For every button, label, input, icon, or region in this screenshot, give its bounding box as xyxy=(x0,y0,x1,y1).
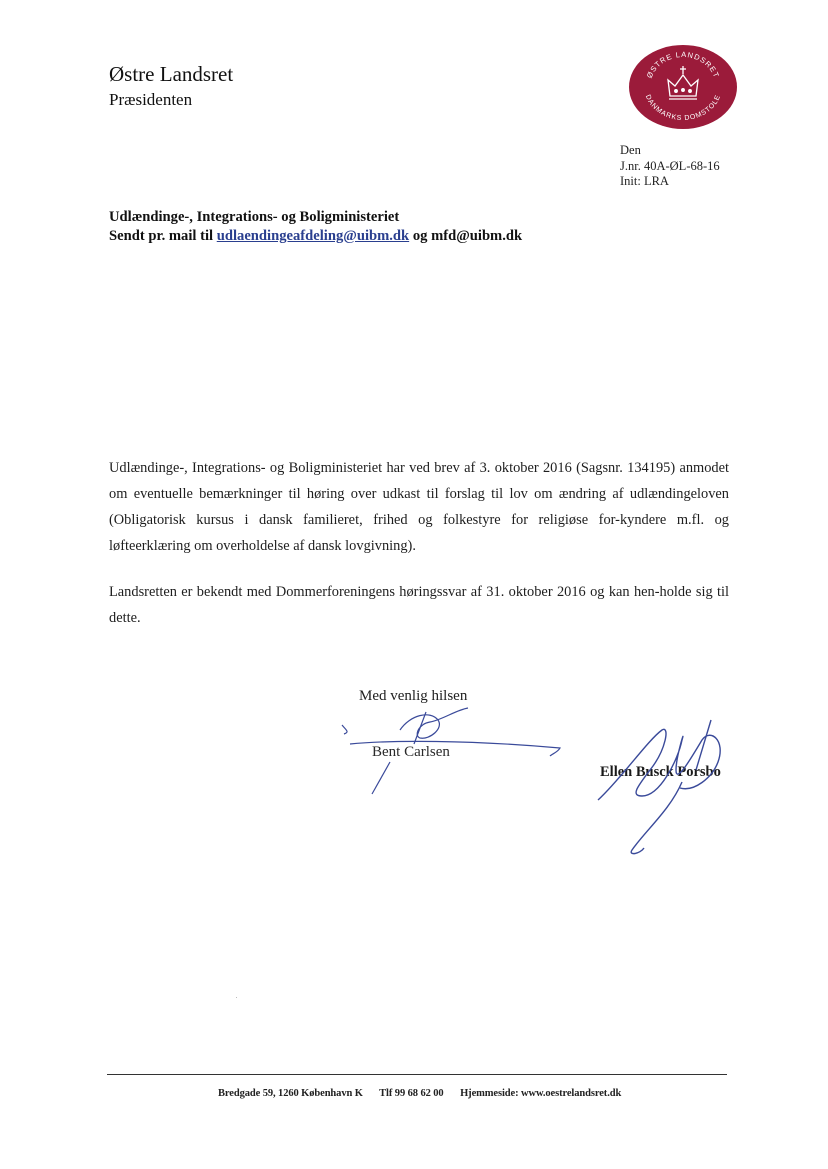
sent-joiner: og xyxy=(412,228,428,244)
second-email: mfd@uibm.dk xyxy=(431,228,523,244)
sent-line xyxy=(109,227,522,246)
footer-address: Bredgade 59, 1260 København K xyxy=(218,1088,363,1099)
sent-prefix: Sendt pr. mail til xyxy=(109,228,214,244)
svg-text:ØSTRE LANDSRET: ØSTRE LANDSRET xyxy=(644,49,722,80)
office-title: Præsidenten xyxy=(109,90,193,109)
date-label: Den xyxy=(620,143,641,157)
handwritten-signatures xyxy=(330,700,750,870)
body-paragraph: Landsretten er bekendt med Dommerforeningens høringssvar af 31. oktober 2016 og kan hen-holde sig til dette. xyxy=(109,584,729,626)
recipient-name: Udlændinge-, Integrations- og Boligministeriet xyxy=(109,209,400,225)
initials: Init: LRA xyxy=(620,174,669,188)
signer-1-name: Bent Carlsen xyxy=(372,744,450,760)
reference-block xyxy=(620,143,720,190)
recipient-block xyxy=(109,208,522,246)
court-seal-logo xyxy=(628,44,738,130)
body-paragraph: Udlændinge-, Integrations- og Boligministeriet har ved brev af 3. oktober 2016 (Sagsnr. 134195) anmodet om eventuelle bemærkninger til høring over udkast til forslag til lov om ændring af udlændingeloven (Obligatorisk kursus i dansk familieret, frihed og folkestyre for religiøse for-kyndere m.fl. og løfteerklæring om overholdelse af dansk lovgivning). xyxy=(109,460,729,554)
scan-speck xyxy=(236,997,237,998)
court-name: Østre Landsret xyxy=(109,62,234,86)
signature-ellen-busck-porsbo xyxy=(598,720,720,854)
journal-number: J.nr. 40A-ØL-68-16 xyxy=(620,158,720,173)
footer xyxy=(218,1088,635,1099)
footer-divider xyxy=(107,1074,727,1075)
email-link[interactable]: udlaendingeafdeling@uibm.dk xyxy=(216,228,410,244)
svg-text:DANMARKS DOMSTOLE: DANMARKS DOMSTOLE xyxy=(643,93,723,123)
signature-bent-carlsen xyxy=(342,708,560,794)
closing-greeting: Med venlig hilsen xyxy=(359,688,468,704)
footer-phone: Tlf 99 68 62 00 xyxy=(379,1088,444,1099)
signer-2-name: Ellen Busck Porsbo xyxy=(600,764,721,780)
letter-body xyxy=(109,455,729,651)
footer-website: Hjemmeside: www.oestrelandsret.dk xyxy=(460,1088,622,1099)
